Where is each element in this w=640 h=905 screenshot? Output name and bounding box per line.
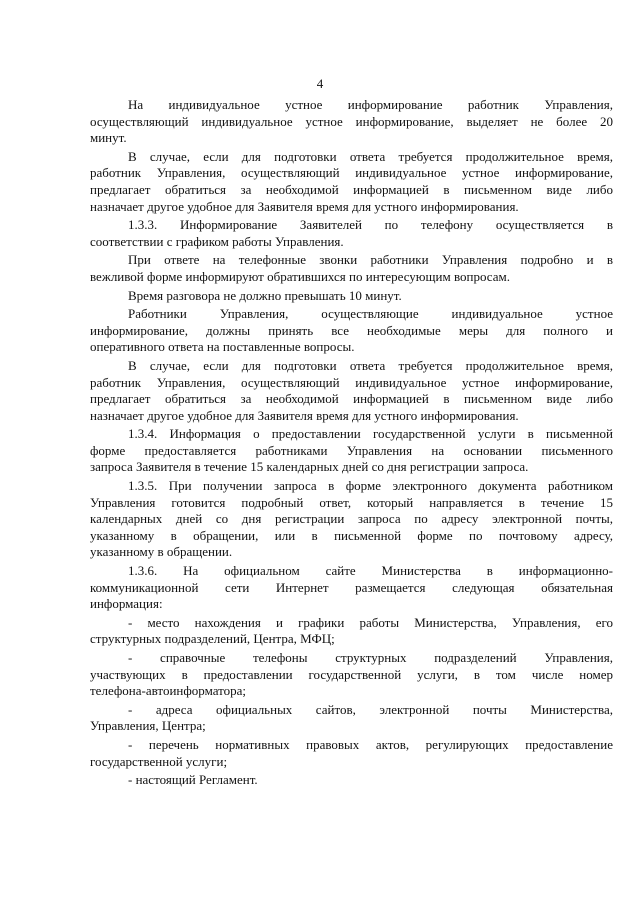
text-line: назначает другое удобное для Заявителя время для устного информирования. (90, 407, 519, 423)
text-line: Управления, Центра; (90, 718, 206, 734)
text-line: оперативного ответа на поставленные вопросы. (90, 339, 355, 355)
text-line: участвующих в предоставлении государственной услуги, в том числе номер (90, 666, 613, 682)
text-line: 1.3.6. На официальном сайте Министерства в информационно- (128, 563, 613, 579)
text-line: 1.3.3. Информирование Заявителей по телефону осуществляется в (128, 217, 613, 233)
text-line: - адреса официальных сайтов, электронной почты Министерства, (128, 701, 613, 717)
text-line: В случае, если для подготовки ответа требуется продолжительное время, (128, 148, 613, 164)
text-line: 1.3.5. При получении запроса в форме электронного документа работником (128, 478, 613, 494)
text-line: государственной услуги; (90, 753, 228, 769)
text-line: - перечень нормативных правовых актов, регулирующих предоставление (128, 736, 613, 752)
text-line: - настоящий Регламент. (128, 772, 258, 788)
text-line: работник Управления, осуществляющий индивидуальное устное информирование, (90, 374, 613, 390)
text-line: Управления готовится подробный ответ, который направляется в течение 15 (90, 494, 613, 510)
text-line: При ответе на телефонные звонки работники Управления подробно и в (128, 252, 613, 268)
text-line: предлагает обратиться за необходимой информацией в письменном виде либо (90, 181, 613, 197)
text-line: работник Управления, осуществляющий индивидуальное устное информирование, (90, 165, 613, 181)
text-line: минут. (90, 130, 127, 146)
text-line: На индивидуальное устное информирование работник Управления, (128, 97, 613, 112)
text-line: указанному в обращении. (90, 544, 233, 560)
text-line: вежливой форме информируют обратившихся по интересующим вопросам. (90, 268, 510, 284)
text-line: предлагает обратиться за необходимой информацией в письменном виде либо (90, 391, 613, 407)
text-line: назначает другое удобное для Заявителя время для устного информирования. (90, 198, 519, 214)
text-line: - место нахождения и графики работы Министерства, Управления, его (128, 614, 613, 630)
text-line: 1.3.4. Информация о предоставлении государственной услуги в письменной (128, 426, 613, 442)
text-line: Работники Управления, осуществляющие индивидуальное устное (128, 306, 613, 322)
text-line: информирование, должны принять все необходимые меры для полного и (90, 322, 613, 338)
text-line: Время разговора не должно превышать 10 минут. (128, 287, 402, 303)
text-line: телефона-автоинформатора; (90, 683, 247, 699)
text-line: осуществляющий индивидуальное устное информирование, выделяет не более 20 (90, 113, 613, 129)
text-line: В случае, если для подготовки ответа требуется продолжительное время, (128, 357, 613, 373)
text-line: соответствии с графиком работы Управления. (90, 233, 344, 249)
text-line: коммуникационной сети Интернет размещается следующая обязательная (90, 579, 613, 595)
text-line: указанному в обращении, или в письменной форме по почтовому адресу, (90, 527, 613, 543)
text-line: информация: (90, 596, 163, 612)
text-line: форме предоставляется работниками Управления на основании письменного (90, 442, 613, 458)
document-body (90, 97, 613, 789)
text-line: запроса Заявителя в течение 15 календарных дней со дня регистрации запроса. (90, 459, 529, 475)
text-line: - справочные телефоны структурных подразделений Управления, (128, 650, 613, 665)
text-line: структурных подразделений, Центра, МФЦ; (90, 631, 335, 647)
page-number: 4 (316, 76, 324, 91)
text-line: календарных дней со дня регистрации запроса по адресу электронной почты, (90, 511, 613, 527)
